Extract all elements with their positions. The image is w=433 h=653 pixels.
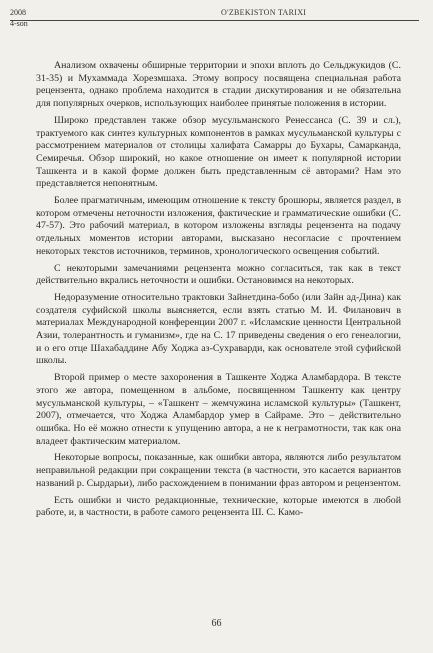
article-body bbox=[36, 60, 401, 524]
header-journal-title: O'ZBEKISTON TARIXI bbox=[221, 8, 307, 17]
paragraph: Более прагматичным, имеющим отношение к тексту брошюры, является раздел, в котором отмечены неточности изложения, фактические и грамматические ошибки (С. 47-57). Это рабочий материал, в котором изложены взгляды рецензента на подачу отдельных моментов истории авторами, высказано несогласие с прочтением некоторых текстов источников, терминов, хронологического освещения событий. bbox=[36, 195, 401, 257]
paragraph: Широко представлен также обзор мусульманского Ренессанса (С. 39 и сл.), трактуемого как синтез культурных компонентов в рамках мусульманской культуры с рассмотрением материалов от столицы халифата Самарры до Бухары, Самарканда, Семиречья. Обзор широкий, но какое отношение он имеет к популярной истории Ташкента и в какой форме должен быть представленным сё авторами? Нам это представляется непонятным. bbox=[36, 114, 401, 190]
paragraph: Есть ошибки и чисто редакционные, технические, которые имеются в любой работе, и, в частности, в работе самого рецензента Ш. С. Камо- bbox=[36, 494, 401, 519]
page-number: 66 bbox=[211, 618, 222, 629]
paragraph: С некоторыми замечаниями рецензента можно согласиться, так как в текст действительно вкрались неточности и ошибки. Остановимся на некоторых. bbox=[36, 262, 401, 287]
header-issue: 4-son bbox=[10, 19, 28, 28]
header-rule bbox=[10, 20, 419, 21]
paragraph: Анализом охвачены обширные территории и эпохи вплоть до Сельджукидов (С. 31-35) и Мухаммада Хорезмшаха. Этому вопросу посвящена специальная работа рецензента, однако проблема находится в стадии дискутирования и не обязательна для популярных очерков, использующих наиболее принятые положения в истории. bbox=[36, 60, 401, 110]
paragraph: Второй пример о месте захоронения в Ташкенте Ходжа Аламбардора. В тексте этого же автора, помещенном в альбоме, посвященном Ташкенту как центру мусульманской культуры, – «Ташкент – жемчужина исламской культуры» (Ташкент, 2007), отмечается, что Ходжа Аламбардор умер в Сайраме. Это – действительно ошибка. Но её можно отнести к упущению автора, а не к неграмотности, так как она владеет фактическим материалом. bbox=[36, 372, 401, 447]
paragraph: Некоторые вопросы, показанные, как ошибки автора, являются либо результатом неправильной редакции при сокращении текста (в частности, это касается вариантов названий р. Сырдарьи), либо расхождением в понимании фраз автором и рецензентом. bbox=[36, 452, 401, 489]
header-year: 2008 bbox=[10, 8, 26, 17]
paragraph: Недоразумение относительно трактовки Зайнетдина-бобо (или Зайн ад-Дина) как создателя суфийской школы выясняется, если взять статью М. И. Филанович в материалах Международной конференции 2007 г. «Исламские ценности Центральной Азии, толерантность и гуманизм», где на С. 17 приведены сведения о его генеалогии, и о его отце Шахабаддине Абу Ходжа аз-Сухраварди, как основателе этой суфийской школы. bbox=[36, 291, 401, 367]
